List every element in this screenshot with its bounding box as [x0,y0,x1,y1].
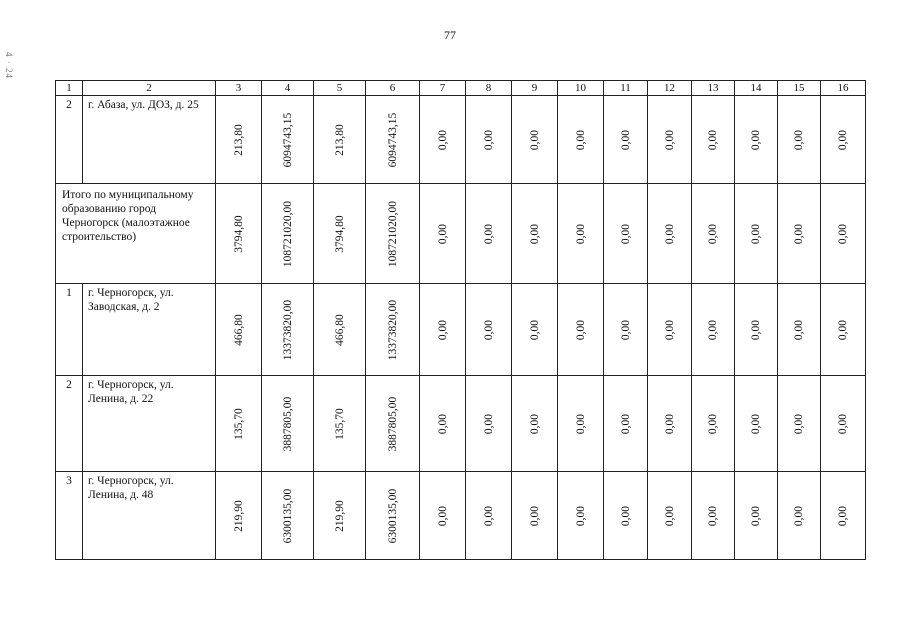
value-cell: 0,00 [750,319,762,340]
table-row [56,96,866,184]
table-row [56,284,866,376]
value-cell: 0,00 [482,223,495,244]
value-cell: 0,00 [436,319,449,340]
header-cell: 15 [778,81,821,96]
value-cell: 0,00 [707,223,719,244]
value-cell: 0,00 [837,223,849,244]
value-cell: 0,00 [793,223,805,244]
value-cell: 0,00 [793,319,805,340]
value-cell: 466,80 [232,313,245,346]
value-cell: 6300135,00 [386,488,399,543]
table-row [56,376,866,472]
value-cell: 0,00 [528,505,541,526]
value-cell: 0,00 [837,413,849,434]
value-cell: 0,00 [793,129,805,150]
value-cell: 135,70 [232,407,245,440]
value-cell: 3794,80 [232,214,245,253]
value-cell: 0,00 [619,413,632,434]
value-cell: 13373820,00 [281,299,294,360]
value-cell: 6094743,15 [386,112,399,167]
value-cell: 0,00 [793,505,805,526]
value-cell: 0,00 [482,413,495,434]
value-cell: 13373820,00 [386,299,399,360]
value-cell: 0,00 [619,505,632,526]
header-cell: 7 [420,81,466,96]
header-cell: 14 [735,81,778,96]
value-cell: 0,00 [750,505,762,526]
value-cell: 0,00 [436,505,449,526]
value-cell: 213,80 [333,123,346,156]
value-cell: 213,80 [232,123,245,156]
value-cell: 0,00 [436,223,449,244]
value-cell: 0,00 [528,129,541,150]
row-number: 3 [56,472,83,560]
column-number-row [56,81,866,96]
address-cell: г. Черногорск, ул. Ленина, д. 48 [83,472,216,560]
address-cell: г. Черногорск, ул. Ленина, д. 22 [83,376,216,472]
value-cell: 0,00 [482,505,495,526]
value-cell: 0,00 [574,319,587,340]
header-cell: 3 [216,81,262,96]
value-cell: 0,00 [528,413,541,434]
value-cell: 0,00 [436,413,449,434]
row-number: 2 [56,96,83,184]
value-cell: 0,00 [436,129,449,150]
value-cell: 0,00 [663,129,676,150]
header-cell: 4 [262,81,314,96]
value-cell: 0,00 [707,319,719,340]
value-cell: 0,00 [837,129,849,150]
value-cell: 466,80 [333,313,346,346]
header-cell: 6 [366,81,420,96]
value-cell: 0,00 [663,319,676,340]
value-cell: 3887805,00 [386,396,399,451]
value-cell: 0,00 [619,129,632,150]
value-cell: 0,00 [707,413,719,434]
header-cell: 11 [604,81,648,96]
value-cell: 0,00 [663,505,676,526]
header-cell: 16 [821,81,866,96]
value-cell: 135,70 [333,407,346,440]
header-cell: 13 [692,81,735,96]
value-cell: 3887805,00 [281,396,294,451]
value-cell: 108721020,00 [386,200,399,267]
value-cell: 0,00 [528,319,541,340]
value-cell: 0,00 [574,223,587,244]
row-number: 1 [56,284,83,376]
value-cell: 0,00 [707,129,719,150]
value-cell: 0,00 [837,505,849,526]
page-number: 77 [444,28,456,42]
value-cell: 0,00 [793,413,805,434]
row-number: 2 [56,376,83,472]
value-cell: 0,00 [707,505,719,526]
value-cell: 0,00 [750,223,762,244]
header-cell: 12 [648,81,692,96]
value-cell: 0,00 [750,129,762,150]
margin-mark: 4 · 24 [4,52,14,79]
value-cell: 0,00 [482,129,495,150]
value-cell: 0,00 [619,223,632,244]
value-cell: 0,00 [837,319,849,340]
header-cell: 2 [83,81,216,96]
value-cell: 0,00 [574,129,587,150]
header-cell: 10 [558,81,604,96]
value-cell: 0,00 [663,413,676,434]
total-label: Итого по муниципальному образованию город Черногорск (малоэтажное строительство) [56,184,216,284]
value-cell: 0,00 [574,413,587,434]
header-cell: 8 [466,81,512,96]
header-cell: 9 [512,81,558,96]
value-cell: 219,90 [333,499,346,532]
value-cell: 0,00 [482,319,495,340]
header-cell: 1 [56,81,83,96]
housing-table [55,80,866,560]
value-cell: 0,00 [750,413,762,434]
value-cell: 0,00 [663,223,676,244]
table-row [56,472,866,560]
value-cell: 0,00 [574,505,587,526]
value-cell: 6300135,00 [281,488,294,543]
value-cell: 6094743,15 [281,112,294,167]
header-cell: 5 [314,81,366,96]
table-row-total [56,184,866,284]
address-cell: г. Черногорск, ул. Заводская, д. 2 [83,284,216,376]
value-cell: 0,00 [528,223,541,244]
value-cell: 108721020,00 [281,200,294,267]
value-cell: 219,90 [232,499,245,532]
address-cell: г. Абаза, ул. ДОЗ, д. 25 [83,96,216,184]
value-cell: 0,00 [619,319,632,340]
value-cell: 3794,80 [333,214,346,253]
